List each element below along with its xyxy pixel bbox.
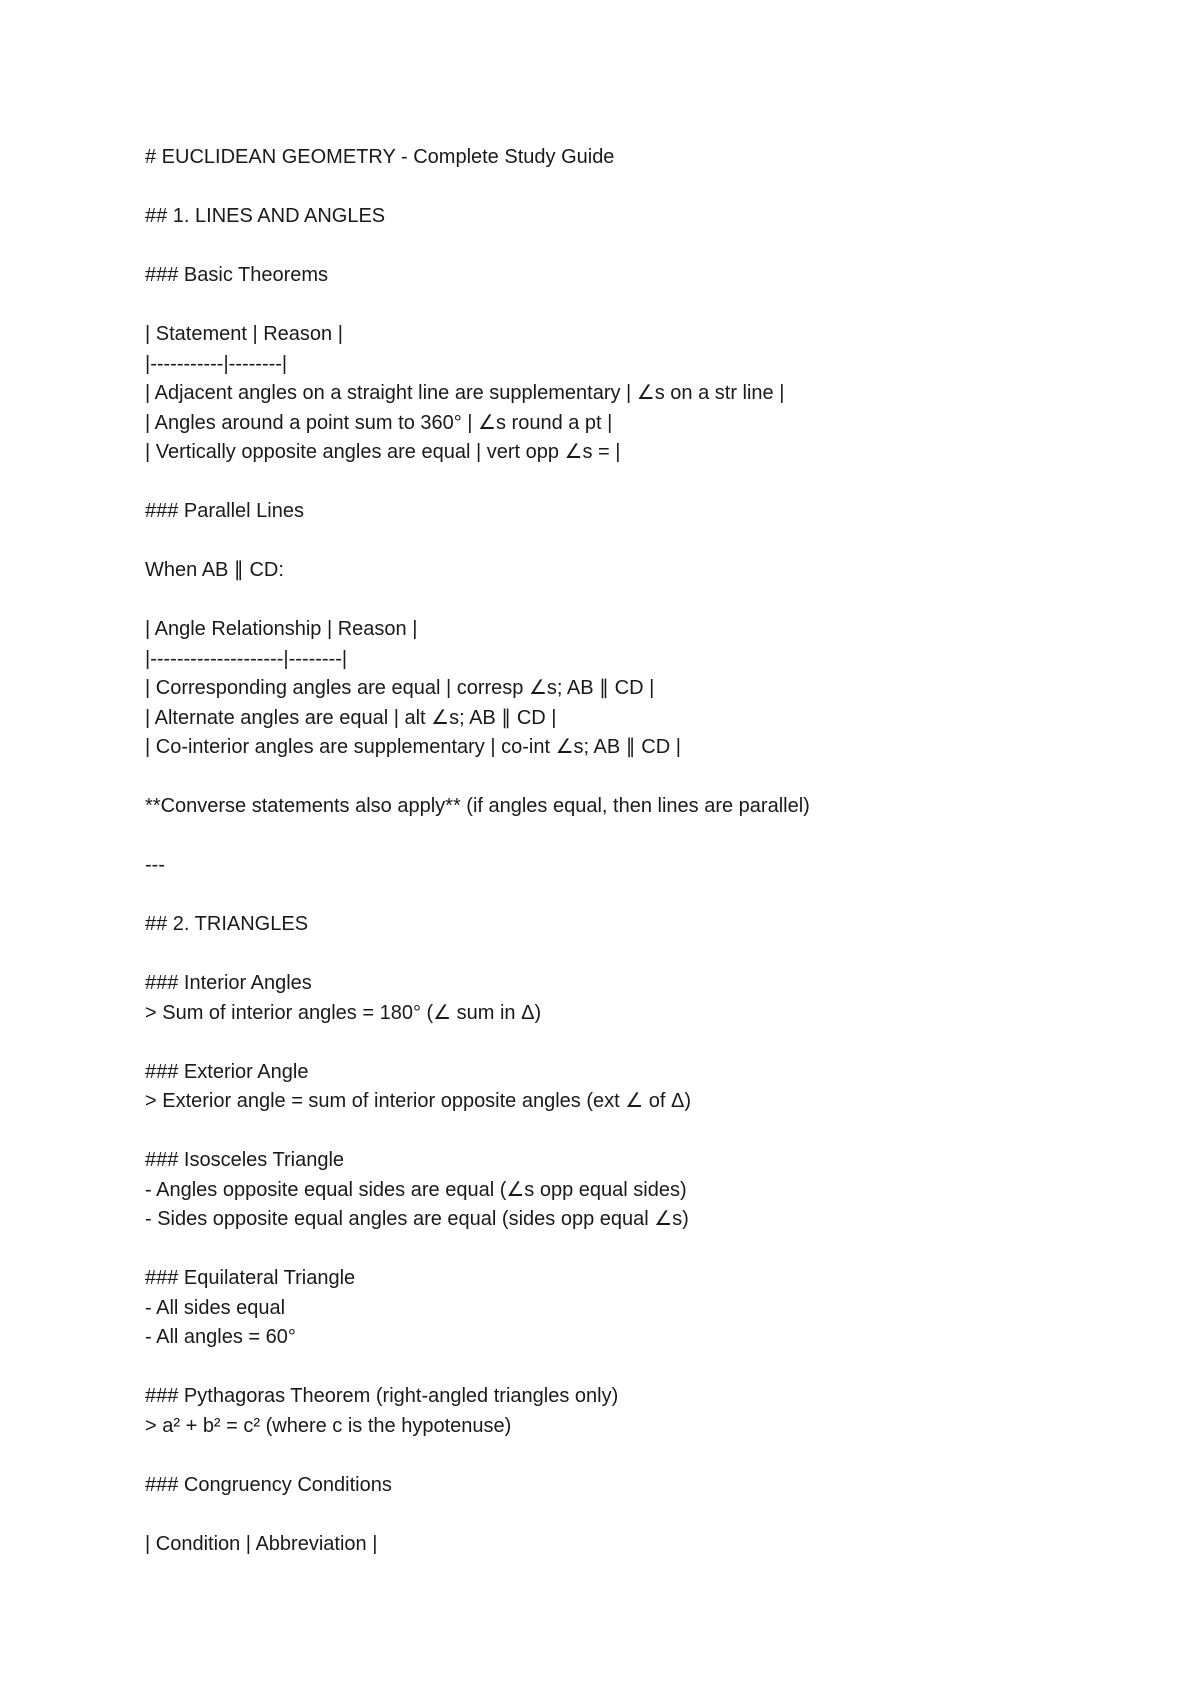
blank-line bbox=[145, 586, 1145, 616]
subheading-basic-theorems: ### Basic Theorems bbox=[145, 264, 329, 286]
blank-line bbox=[145, 173, 1145, 203]
quote-line: > a² + b² = c² (where c is the hypotenuse) bbox=[145, 1414, 512, 1437]
doc-title: # EUCLIDEAN GEOMETRY - Complete Study Guide bbox=[145, 146, 615, 168]
subheading-pythagoras: ### Pythagoras Theorem (right-angled triangles only) bbox=[145, 1385, 619, 1407]
subheading-exterior-angle: ### Exterior Angle bbox=[145, 1060, 309, 1083]
list-item: - All sides equal bbox=[145, 1296, 286, 1319]
blank-line bbox=[145, 822, 1145, 852]
table-row: | Angles around a point sum to 360° | ∠s round a pt | bbox=[145, 411, 613, 434]
list-item: - Angles opposite equal sides are equal (∠s opp equal sides) bbox=[145, 1178, 687, 1201]
subheading-interior-angles: ### Interior Angles bbox=[145, 972, 312, 994]
converse-note: **Converse statements also apply** (if angles equal, then lines are parallel) bbox=[145, 795, 810, 817]
list-item: - All angles = 60° bbox=[145, 1326, 296, 1348]
section-heading-lines-and-angles: ## 1. LINES AND ANGLES bbox=[145, 205, 386, 227]
blank-line bbox=[145, 1353, 1145, 1383]
blank-line bbox=[145, 1028, 1145, 1058]
table-row: | Adjacent angles on a straight line are supplementary | ∠s on a str line | bbox=[145, 382, 785, 404]
parallel-condition-text: When AB ∥ CD: bbox=[145, 559, 284, 581]
table-header-row: | Condition | Abbreviation | bbox=[145, 1532, 378, 1555]
blank-line bbox=[145, 1117, 1145, 1147]
table-separator-row: |--------------------|--------| bbox=[145, 647, 348, 670]
table-row: | Vertically opposite angles are equal | vert opp ∠s = | bbox=[145, 441, 621, 463]
blank-line bbox=[145, 468, 1145, 498]
blank-line bbox=[145, 527, 1145, 557]
blank-line bbox=[145, 940, 1145, 970]
blank-line bbox=[145, 1441, 1145, 1471]
blank-line bbox=[145, 1235, 1145, 1265]
subheading-isosceles-triangle: ### Isosceles Triangle bbox=[145, 1149, 345, 1171]
table-header-row: | Angle Relationship | Reason | bbox=[145, 618, 418, 640]
document-body bbox=[145, 143, 1145, 1559]
blank-line bbox=[145, 1500, 1145, 1530]
blank-line bbox=[145, 232, 1145, 262]
table-row: | Corresponding angles are equal | corresp ∠s; AB ∥ CD | bbox=[145, 677, 655, 699]
blank-line bbox=[145, 291, 1145, 321]
quote-line: > Sum of interior angles = 180° (∠ sum in Δ) bbox=[145, 1001, 542, 1024]
subheading-parallel-lines: ### Parallel Lines bbox=[145, 500, 304, 522]
quote-line: > Exterior angle = sum of interior opposite angles (ext ∠ of Δ) bbox=[145, 1090, 691, 1112]
table-header-row: | Statement | Reason | bbox=[145, 323, 343, 345]
section-heading-triangles: ## 2. TRIANGLES bbox=[145, 913, 309, 935]
list-item: - Sides opposite equal angles are equal (sides opp equal ∠s) bbox=[145, 1208, 689, 1230]
table-row: | Co-interior angles are supplementary | co-int ∠s; AB ∥ CD | bbox=[145, 736, 681, 758]
blank-line bbox=[145, 881, 1145, 911]
table-row: | Alternate angles are equal | alt ∠s; AB ∥ CD | bbox=[145, 706, 557, 729]
subheading-equilateral-triangle: ### Equilateral Triangle bbox=[145, 1267, 356, 1289]
horizontal-rule-markup: --- bbox=[145, 854, 165, 876]
table-separator-row: |-----------|--------| bbox=[145, 352, 288, 375]
subheading-congruency-conditions: ### Congruency Conditions bbox=[145, 1473, 392, 1496]
blank-line bbox=[145, 763, 1145, 793]
